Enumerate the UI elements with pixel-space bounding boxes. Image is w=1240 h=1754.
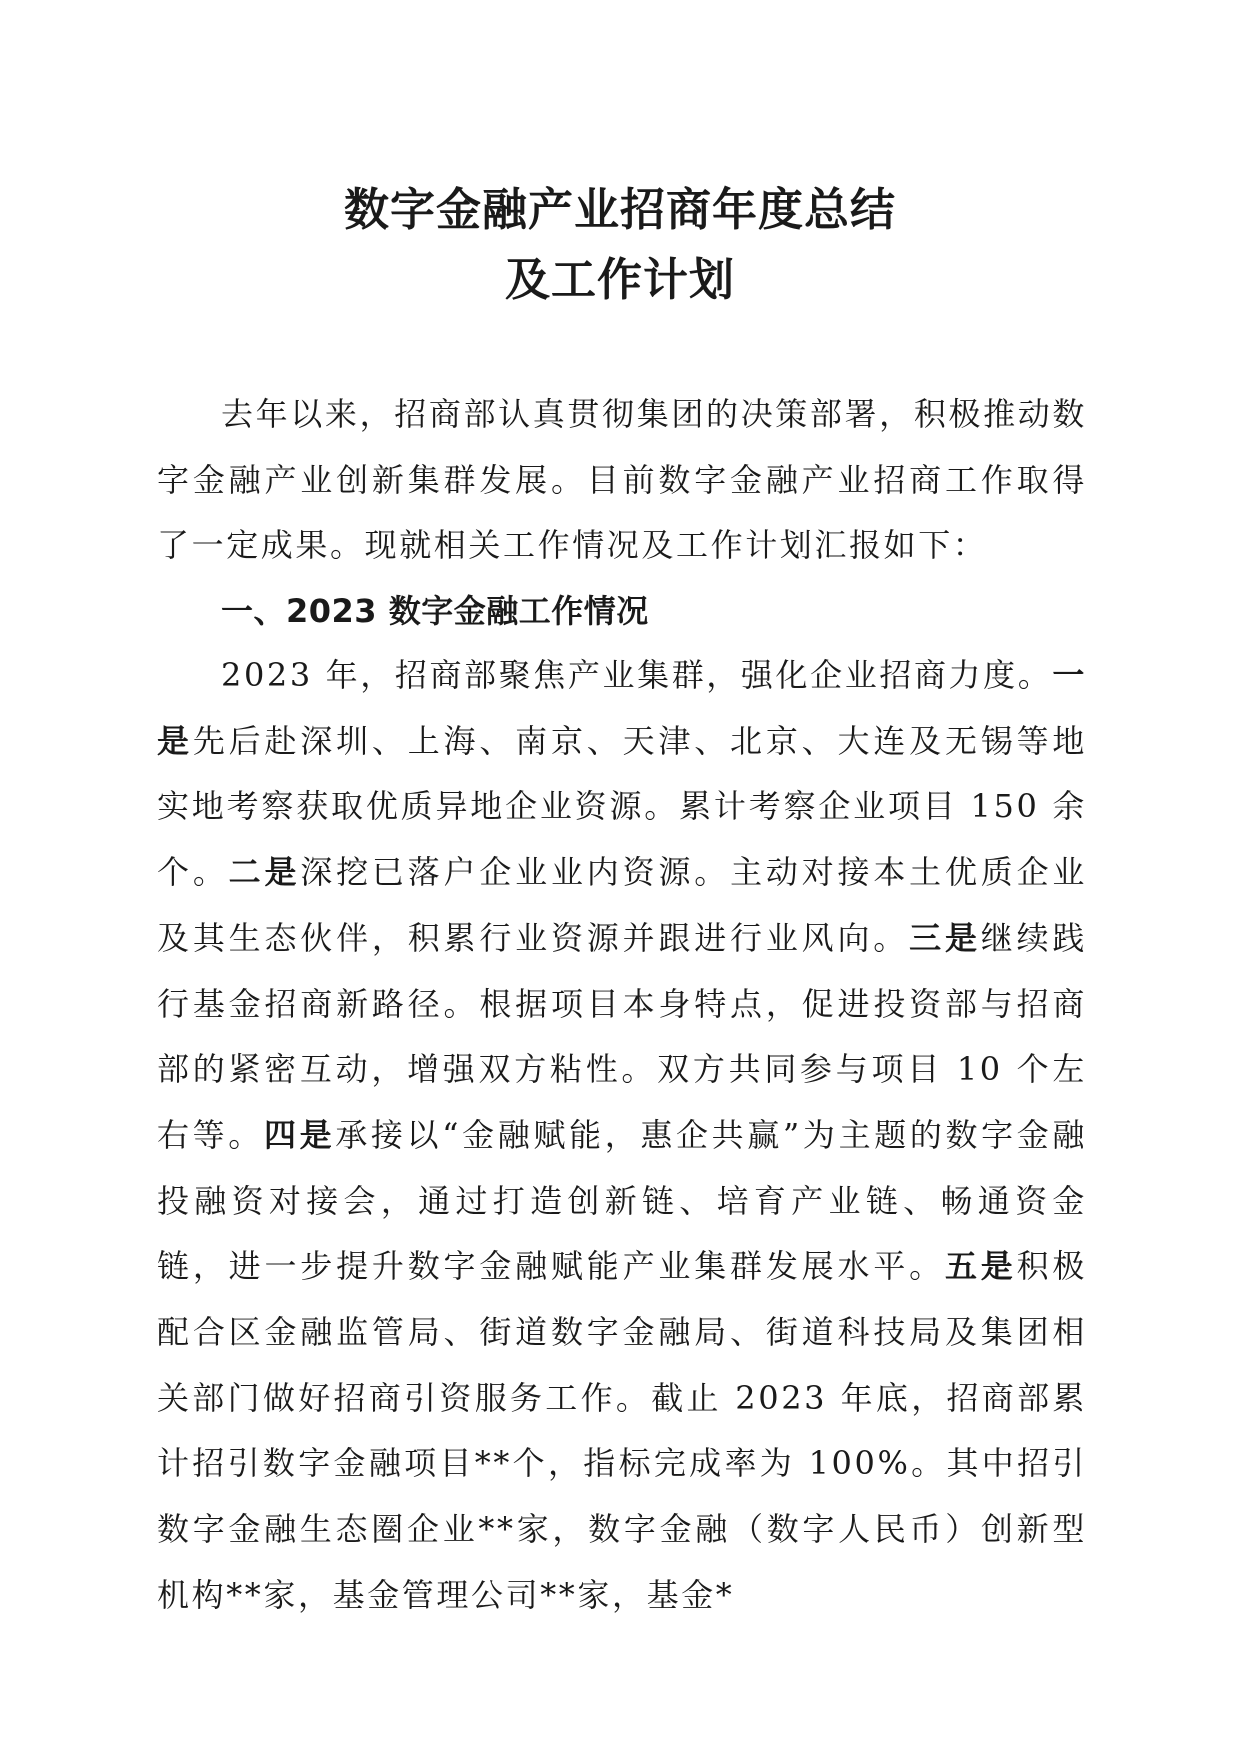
item-1-text: 先后赴深圳、上海、南京、天津、北京、大连及无锡等地实地考察获取优质异地企业资源。累计考察企业项目 150 余个。 — [157, 721, 1087, 892]
item-4-label: 四是 — [263, 1115, 336, 1154]
item-1-label: 一是 — [157, 656, 1087, 760]
paragraph-lead: 2023 年，招商部聚焦产业集群，强化企业招商力度。 — [221, 656, 1053, 694]
document-title-line-1: 数字金融产业招商年度总结 — [343, 183, 896, 236]
section-heading-1: 一、2023 数字金融工作情况 — [221, 592, 649, 630]
item-3-label: 三是 — [909, 918, 981, 957]
item-4-text: 承接以“金融赋能，惠企共赢”为主题的数字金融投融资对接会，通过打造创新链、培育产业链、畅通资金链，进一步提升数字金融赋能产业集群发展水平。 — [157, 1115, 1088, 1286]
item-5-label: 五是 — [944, 1247, 1017, 1286]
intro-paragraph: 去年以来，招商部认真贯彻集团的决策部署，积极推动数字金融产业创新集群发展。目前数字金融产业招商工作取得了一定成果。现就相关工作情况及工作计划汇报如下： — [157, 395, 1087, 565]
item-2-label: 二是 — [228, 853, 301, 892]
item-5-text: 积极配合区金融监管局、街道数字金融局、街道科技局及集团相关部门做好招商引资服务工作。截止 2023 年底，招商部累计招引数字金融项目**个，指标完成率为 100%。其中招引数字金融生态圈企业**家，数字金融（数字人民币）创新型机构**家，基金管理公司**家，基金* — [157, 1247, 1088, 1614]
item-3-text: 继续践行基金招商新路径。根据项目本身特点，促进投资部与招商部的紧密互动，增强双方粘性。双方共同参与项目 10 个左右等。 — [157, 918, 1087, 1154]
section-1-paragraph — [157, 643, 1087, 1629]
document-title-line-2: 及工作计划 — [504, 253, 735, 306]
item-2-text: 深挖已落户企业业内资源。主动对接本土优质企业及其生态伙伴，积累行业资源并跟进行业风向。 — [157, 853, 1088, 957]
